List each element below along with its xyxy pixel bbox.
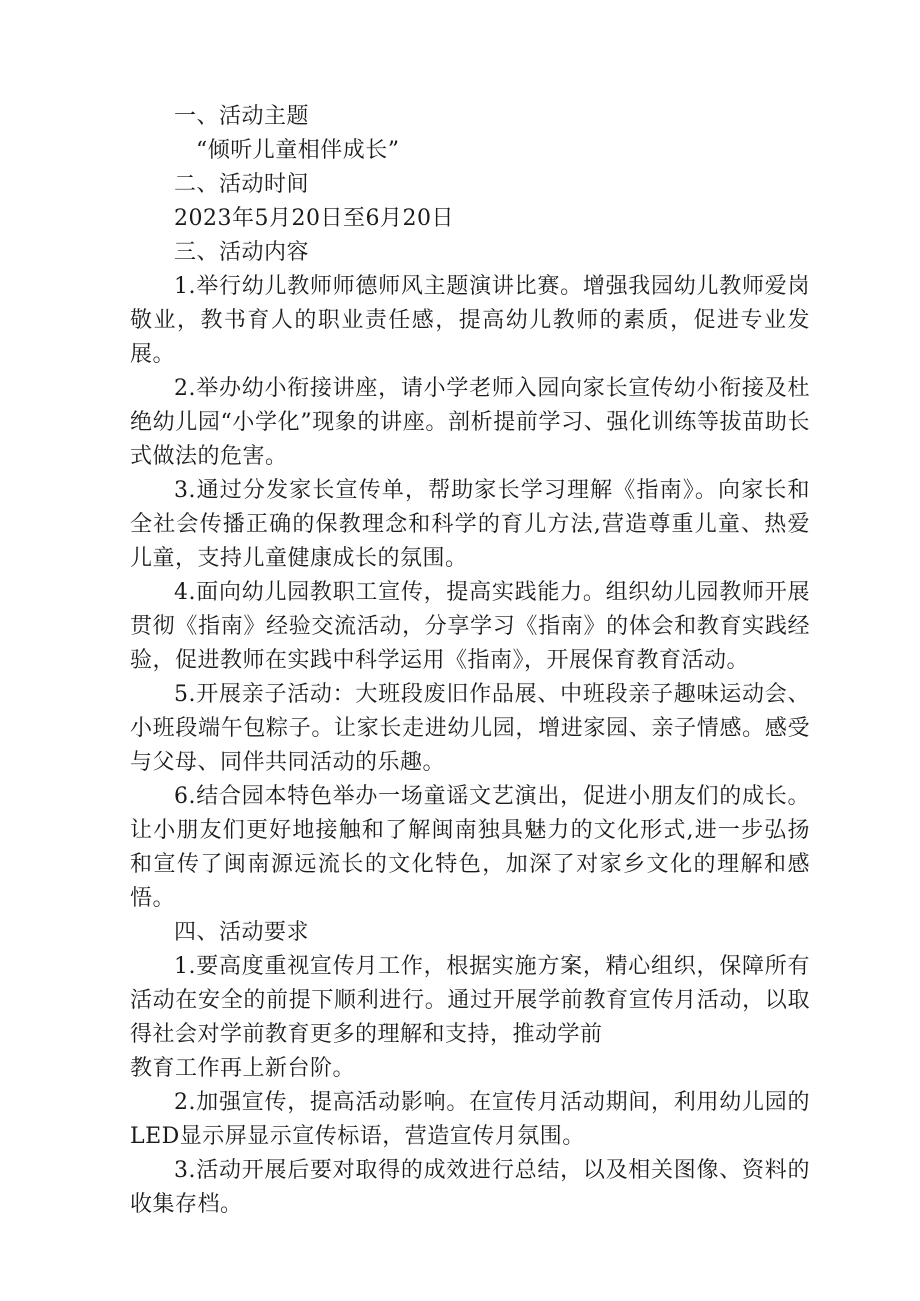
requirement-3: 3.活动开展后要对取得的成效进行总结，以及相关图像、资料的收集存档。 [130, 1158, 810, 1217]
requirement-1: 1.要高度重视宣传月工作，根据实施方案，精心组织，保障所有活动在安全的前提下顺利进行。通过开展学前教育宣传月活动，以取得社会对学前教育更多的理解和支持，推动学前 [130, 954, 810, 1047]
section-2-heading: 二、活动时间 [174, 172, 310, 197]
activity-theme: “倾听儿童相伴成长” [196, 138, 400, 163]
content-item-4: 4.面向幼儿园教职工宣传，提高实践能力。组织幼儿园教师开展贯彻《指南》经验交流活动，分享学习《指南》的体会和教育实践经验，促进教师在实践中科学运用《指南》，开展保育教育活动。 [130, 580, 810, 673]
content-item-2: 2.举办幼小衔接讲座，请小学老师入园向家长宣传幼小衔接及杜绝幼儿园“小学化”现象的讲座。剖析提前学习、强化训练等拔苗助长式做法的危害。 [130, 376, 810, 469]
document-body [130, 100, 810, 1222]
content-item-5: 5.开展亲子活动：大班段废旧作品展、中班段亲子趣味运动会、小班段端午包粽子。让家长走进幼儿园，增进家园、亲子情感。感受与父母、同伴共同活动的乐趣。 [130, 682, 810, 775]
section-4-heading: 四、活动要求 [174, 920, 310, 945]
requirement-2: 2.加强宣传，提高活动影响。在宣传月活动期间，利用幼儿园的LED显示屏显示宣传标语，营造宣传月氛围。 [130, 1090, 810, 1149]
section-1-heading: 一、活动主题 [174, 104, 310, 129]
section-3-heading: 三、活动内容 [174, 240, 310, 265]
activity-time: 2023年5月20日至6月20日 [174, 206, 454, 231]
content-item-6: 6.结合园本特色举办一场童谣文艺演出，促进小朋友们的成长。让小朋友们更好地接触和了解闽南独具魅力的文化形式,进一步弘扬和宣传了闽南源远流长的文化特色，加深了对家乡文化的理解和感悟。 [130, 784, 810, 911]
requirement-1-continued: 教育工作再上新台阶。 [130, 1056, 356, 1081]
content-item-3: 3.通过分发家长宣传单，帮助家长学习理解《指南》。向家长和全社会传播正确的保教理念和科学的育儿方法,营造尊重儿童、热爱儿童，支持儿童健康成长的氛围。 [130, 478, 810, 571]
content-item-1: 1.举行幼儿教师师德师风主题演讲比赛。增强我园幼儿教师爱岗敬业，教书育人的职业责任感，提高幼儿教师的素质，促进专业发展。 [130, 274, 810, 367]
